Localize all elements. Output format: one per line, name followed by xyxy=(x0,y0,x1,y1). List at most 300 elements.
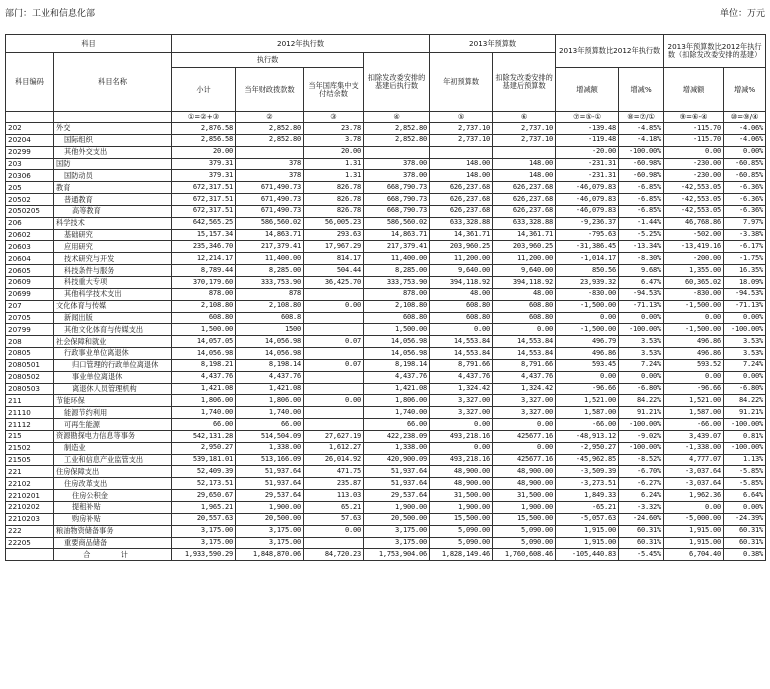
row-name: 其他科学技术支出 xyxy=(54,288,172,300)
row-value: 2,876.58 xyxy=(172,123,236,135)
row-value: 14,056.98 xyxy=(236,348,304,360)
table-row xyxy=(6,348,766,360)
row-value: -94.53% xyxy=(724,288,766,300)
row-value: 48,900.00 xyxy=(430,466,493,478)
row-value: 9,640.00 xyxy=(430,265,493,277)
row-value: -5.85% xyxy=(724,478,766,490)
row-code: 20602 xyxy=(6,229,54,241)
table-row xyxy=(6,525,766,537)
row-value: 7.24% xyxy=(724,359,766,371)
row-value: 496.86 xyxy=(556,348,619,360)
row-value: -3,509.39 xyxy=(556,466,619,478)
row-value: 1,933,590.29 xyxy=(172,549,236,561)
report-header xyxy=(5,0,765,20)
row-value: -66.00 xyxy=(556,419,619,431)
row-value: 1,760,608.46 xyxy=(493,549,556,561)
index-cell: ④ xyxy=(364,112,430,123)
row-code: 20502 xyxy=(6,194,54,206)
row-code: 20805 xyxy=(6,348,54,360)
row-value: 91.21% xyxy=(724,407,766,419)
row-code: 2080502 xyxy=(6,371,54,383)
row-value: 20,500.00 xyxy=(236,513,304,525)
row-value: -6.17% xyxy=(724,241,766,253)
row-name: 普通教育 xyxy=(54,194,172,206)
row-value: -1,500.00 xyxy=(664,324,724,336)
row-code: 20799 xyxy=(6,324,54,336)
index-cell: ①=②+③ xyxy=(172,112,236,123)
row-value: -6.85% xyxy=(619,194,664,206)
row-value: 3.78 xyxy=(304,134,364,146)
row-value: 539,181.01 xyxy=(172,454,236,466)
row-value xyxy=(304,324,364,336)
row-code: 20204 xyxy=(6,134,54,146)
row-value: 3,327.00 xyxy=(493,395,556,407)
row-value: -60.98% xyxy=(619,170,664,182)
row-value: 608.80 xyxy=(364,312,430,324)
row-value: 51,937.64 xyxy=(364,466,430,478)
row-value: 8,791.66 xyxy=(430,359,493,371)
row-value: -6.85% xyxy=(619,205,664,217)
row-value: 235.87 xyxy=(304,478,364,490)
row-value: 6.24% xyxy=(619,490,664,502)
row-value: 394,118.92 xyxy=(493,276,556,288)
row-value: 378.00 xyxy=(364,158,430,170)
header-budget: 年初预算数 xyxy=(430,53,493,112)
row-value: 3.53% xyxy=(619,348,664,360)
row-value: 1,521.00 xyxy=(556,395,619,407)
table-row xyxy=(6,407,766,419)
row-value: 60.31% xyxy=(724,537,766,549)
row-value: 8,789.44 xyxy=(172,265,236,277)
row-name: 制造业 xyxy=(54,442,172,454)
row-value: 668,790.73 xyxy=(364,182,430,194)
table-row xyxy=(6,205,766,217)
row-value: 113.03 xyxy=(304,490,364,502)
table-row xyxy=(6,454,766,466)
row-code: 20605 xyxy=(6,265,54,277)
row-value: 1,900.00 xyxy=(430,502,493,514)
header-pct-2: 增减% xyxy=(724,68,766,112)
row-name: 科技重大专项 xyxy=(54,276,172,288)
row-value xyxy=(236,146,304,158)
row-value: 2,852.80 xyxy=(364,123,430,135)
row-value: 1,338.00 xyxy=(236,442,304,454)
row-value: -96.66 xyxy=(664,383,724,395)
row-value: 1,324.42 xyxy=(493,383,556,395)
row-value: 379.31 xyxy=(172,158,236,170)
row-value: 826.78 xyxy=(304,194,364,206)
index-cell: ⑥ xyxy=(493,112,556,123)
row-code: 208 xyxy=(6,336,54,348)
row-value: 3,327.00 xyxy=(430,407,493,419)
row-value: 6.64% xyxy=(724,490,766,502)
row-code: 202 xyxy=(6,123,54,135)
row-value: -9.02% xyxy=(619,430,664,442)
row-value: 496.86 xyxy=(664,348,724,360)
row-name: 国防动员 xyxy=(54,170,172,182)
row-value: 8,198.14 xyxy=(236,359,304,371)
row-value xyxy=(430,146,493,158)
row-value: 3,175.00 xyxy=(236,537,304,549)
row-value: 626,237.68 xyxy=(493,205,556,217)
row-value: 0.00 xyxy=(304,525,364,537)
row-value: 394,118.92 xyxy=(430,276,493,288)
row-value: 14,863.71 xyxy=(236,229,304,241)
table-row xyxy=(6,158,766,170)
row-value: -4.85% xyxy=(619,123,664,135)
row-value: -46,079.83 xyxy=(556,205,619,217)
row-name: 社会保障和就业 xyxy=(54,336,172,348)
row-code: 2080501 xyxy=(6,359,54,371)
row-value xyxy=(304,407,364,419)
row-value: 66.00 xyxy=(364,419,430,431)
row-value: -42,553.05 xyxy=(664,194,724,206)
row-value: 20.00 xyxy=(172,146,236,158)
row-value: 378 xyxy=(236,158,304,170)
row-value: 29,537.64 xyxy=(364,490,430,502)
row-value: 626,237.68 xyxy=(493,182,556,194)
row-value: -1,500.00 xyxy=(664,300,724,312)
row-value: 3,175.00 xyxy=(236,525,304,537)
row-value: -1,500.00 xyxy=(556,300,619,312)
row-value: 378.00 xyxy=(364,170,430,182)
row-value: 2,852.80 xyxy=(364,134,430,146)
row-value: 48.00 xyxy=(493,288,556,300)
row-value: 608.80 xyxy=(430,312,493,324)
row-value: 0.81% xyxy=(724,430,766,442)
row-value: 514,504.09 xyxy=(236,430,304,442)
row-value: 14,056.98 xyxy=(364,348,430,360)
row-value: 1,849.33 xyxy=(556,490,619,502)
row-value: 1,740.00 xyxy=(172,407,236,419)
row-value: 1,848,870.06 xyxy=(236,549,304,561)
row-value: 1,962.36 xyxy=(664,490,724,502)
row-value: 7.97% xyxy=(724,217,766,229)
row-value: 1,900.00 xyxy=(236,502,304,514)
row-value: 18.09% xyxy=(724,276,766,288)
row-value: 14,056.98 xyxy=(236,336,304,348)
row-value: 48,900.00 xyxy=(493,466,556,478)
row-value: 4,437.76 xyxy=(172,371,236,383)
row-value: 48,900.00 xyxy=(430,478,493,490)
table-body xyxy=(6,123,766,561)
row-value: 642,565.25 xyxy=(172,217,236,229)
row-code: 20609 xyxy=(6,276,54,288)
row-value: 3,175.00 xyxy=(364,525,430,537)
row-value: 3.53% xyxy=(724,348,766,360)
row-name: 节能环保 xyxy=(54,395,172,407)
row-value: 2,856.58 xyxy=(172,134,236,146)
row-value: 504.44 xyxy=(304,265,364,277)
row-name: 科技条件与服务 xyxy=(54,265,172,277)
row-value: 471.75 xyxy=(304,466,364,478)
row-value: 57.63 xyxy=(304,513,364,525)
row-code: 22205 xyxy=(6,537,54,549)
table-row xyxy=(6,194,766,206)
row-value: -100.00% xyxy=(619,324,664,336)
row-value: 0.00% xyxy=(619,371,664,383)
row-value: 608.8 xyxy=(236,312,304,324)
table-row xyxy=(6,182,766,194)
row-code: 207 xyxy=(6,300,54,312)
row-value: 586,560.02 xyxy=(364,217,430,229)
table-row xyxy=(6,419,766,431)
table-row xyxy=(6,265,766,277)
row-value: -94.53% xyxy=(619,288,664,300)
row-value: 608.80 xyxy=(430,300,493,312)
row-code: 211 xyxy=(6,395,54,407)
header-fiscal: 当年财政拨款数 xyxy=(236,68,304,112)
row-value: 11,400.00 xyxy=(236,253,304,265)
row-value xyxy=(493,146,556,158)
row-value: 9,640.00 xyxy=(493,265,556,277)
header-2012-exec: 2012年执行数 xyxy=(172,35,430,53)
row-value xyxy=(364,146,430,158)
row-name: 高等教育 xyxy=(54,205,172,217)
row-value: -100.00% xyxy=(724,442,766,454)
row-value: -502.00 xyxy=(664,229,724,241)
row-value: -4.06% xyxy=(724,123,766,135)
row-value: 586,560.02 xyxy=(236,217,304,229)
row-value: -1.44% xyxy=(619,217,664,229)
row-value: 626,237.68 xyxy=(430,205,493,217)
row-value: 542,131.28 xyxy=(172,430,236,442)
row-value: -6.36% xyxy=(724,182,766,194)
row-value: -1.75% xyxy=(724,253,766,265)
row-name: 工业和信息产业监管支出 xyxy=(54,454,172,466)
row-code: 222 xyxy=(6,525,54,537)
row-value: 11,400.00 xyxy=(364,253,430,265)
row-code: 2210203 xyxy=(6,513,54,525)
row-name: 应用研究 xyxy=(54,241,172,253)
row-value: 3.53% xyxy=(724,336,766,348)
row-value: 420,900.09 xyxy=(364,454,430,466)
table-row xyxy=(6,288,766,300)
row-value: 0.00 xyxy=(430,419,493,431)
row-value: -8.30% xyxy=(619,253,664,265)
row-value: 14,553.84 xyxy=(493,336,556,348)
header-name: 科目名称 xyxy=(54,53,172,112)
row-value: 60.31% xyxy=(619,525,664,537)
row-value: 496.79 xyxy=(556,336,619,348)
row-value xyxy=(304,288,364,300)
row-value: 46,768.86 xyxy=(664,217,724,229)
row-value: -115.70 xyxy=(664,123,724,135)
index-cell: ⑤ xyxy=(430,112,493,123)
row-value: 2,108.80 xyxy=(172,300,236,312)
index-empty-name xyxy=(54,112,172,123)
header-exec: 执行数 xyxy=(172,53,364,68)
row-value: 608.80 xyxy=(493,312,556,324)
row-value: 31,500.00 xyxy=(430,490,493,502)
row-value: 1,900.00 xyxy=(493,502,556,514)
table-row xyxy=(6,502,766,514)
row-value: -13,419.16 xyxy=(664,241,724,253)
row-value: -230.00 xyxy=(664,170,724,182)
row-value: 1500 xyxy=(236,324,304,336)
row-value: 0.00 xyxy=(664,371,724,383)
table-row xyxy=(6,217,766,229)
row-value: -4.06% xyxy=(724,134,766,146)
row-value: 8,791.66 xyxy=(493,359,556,371)
row-value: 148.00 xyxy=(430,170,493,182)
row-value: -4.18% xyxy=(619,134,664,146)
row-value: 0.00 xyxy=(304,395,364,407)
row-value: 0.00 xyxy=(304,300,364,312)
row-value: -46,079.83 xyxy=(556,194,619,206)
row-value: -6.36% xyxy=(724,194,766,206)
row-name: 外交 xyxy=(54,123,172,135)
row-value: 370,179.60 xyxy=(172,276,236,288)
row-value: -5,057.63 xyxy=(556,513,619,525)
row-code: 20299 xyxy=(6,146,54,158)
row-value: -1,338.00 xyxy=(664,442,724,454)
row-value: 3.53% xyxy=(619,336,664,348)
table-row xyxy=(6,170,766,182)
table-row xyxy=(6,229,766,241)
table-row xyxy=(6,371,766,383)
header-subject: 科目 xyxy=(6,35,172,53)
table-row xyxy=(6,300,766,312)
row-value: -20.00 xyxy=(556,146,619,158)
row-code: 20699 xyxy=(6,288,54,300)
row-value: 1,806.00 xyxy=(364,395,430,407)
row-name: 其他外交支出 xyxy=(54,146,172,158)
row-value: -2,950.27 xyxy=(556,442,619,454)
row-value: -71.13% xyxy=(619,300,664,312)
row-code: 2050205 xyxy=(6,205,54,217)
row-value: 2,950.27 xyxy=(172,442,236,454)
row-value: 0.00 xyxy=(556,312,619,324)
row-value: 2,108.80 xyxy=(364,300,430,312)
row-value: 8,285.00 xyxy=(364,265,430,277)
row-value: -6.80% xyxy=(724,383,766,395)
row-value: 379.31 xyxy=(172,170,236,182)
row-code: 22102 xyxy=(6,478,54,490)
row-value: 52,173.51 xyxy=(172,478,236,490)
row-name: 粮油物资储备事务 xyxy=(54,525,172,537)
row-value: -65.21 xyxy=(556,502,619,514)
department-label: 部门：工业和信息化部 xyxy=(5,9,96,19)
row-value: 671,490.73 xyxy=(236,205,304,217)
row-value: 2,737.10 xyxy=(430,123,493,135)
row-value: -795.63 xyxy=(556,229,619,241)
row-value: 4,437.76 xyxy=(430,371,493,383)
row-value: 11,200.00 xyxy=(493,253,556,265)
row-value: 17,967.29 xyxy=(304,241,364,253)
row-value: 3,327.00 xyxy=(493,407,556,419)
row-value: 56,005.23 xyxy=(304,217,364,229)
row-name: 住房改革支出 xyxy=(54,478,172,490)
row-name: 能源节约利用 xyxy=(54,407,172,419)
row-value: 1,500.00 xyxy=(172,324,236,336)
header-compare-2: 2013年预算数比2012年执行数（扣除发改委安排的基建） xyxy=(664,35,766,68)
row-value: 672,317.51 xyxy=(172,194,236,206)
row-value: 8,198.14 xyxy=(364,359,430,371)
row-value: 60,365.02 xyxy=(664,276,724,288)
row-value: 65.21 xyxy=(304,502,364,514)
row-value: 422,238.09 xyxy=(364,430,430,442)
row-value: 27,627.19 xyxy=(304,430,364,442)
row-value: 826.78 xyxy=(304,205,364,217)
row-value: -119.48 xyxy=(556,134,619,146)
row-value: 425677.16 xyxy=(493,430,556,442)
row-value: 51,937.64 xyxy=(364,478,430,490)
header-inc-2: 增减额 xyxy=(664,68,724,112)
row-value: 60.31% xyxy=(724,525,766,537)
header-treasury: 当年国库集中支付结余数 xyxy=(304,68,364,112)
row-value: -42,553.05 xyxy=(664,182,724,194)
row-value: 0.00% xyxy=(724,146,766,158)
row-value: 0.00 xyxy=(556,371,619,383)
row-name: 提租补贴 xyxy=(54,502,172,514)
row-value: -60.85% xyxy=(724,170,766,182)
header-subtotal: 小计 xyxy=(172,68,236,112)
row-value: 14,553.84 xyxy=(430,336,493,348)
row-value: 14,057.05 xyxy=(172,336,236,348)
header-pct-1: 增减% xyxy=(619,68,664,112)
row-value: 293.63 xyxy=(304,229,364,241)
table-row xyxy=(6,123,766,135)
row-value: -3.32% xyxy=(619,502,664,514)
row-value: 60.31% xyxy=(619,537,664,549)
row-value: -1,014.17 xyxy=(556,253,619,265)
table-row xyxy=(6,359,766,371)
index-cell: ⑨=⑥-④ xyxy=(664,112,724,123)
header-compare-1: 2013年预算数比2012年执行数 xyxy=(556,35,664,68)
row-value: 878.00 xyxy=(172,288,236,300)
row-value: 5,090.00 xyxy=(493,537,556,549)
row-value: -3,273.51 xyxy=(556,478,619,490)
row-value: 0.07 xyxy=(304,359,364,371)
row-value: 878.00 xyxy=(364,288,430,300)
row-value: 633,328.88 xyxy=(493,217,556,229)
row-value: -100.00% xyxy=(619,419,664,431)
row-value: 1,753,904.06 xyxy=(364,549,430,561)
row-value: 9.68% xyxy=(619,265,664,277)
row-value: 0.00 xyxy=(430,442,493,454)
row-value: 3,175.00 xyxy=(364,537,430,549)
row-value: 15,157.34 xyxy=(172,229,236,241)
row-value: 513,166.09 xyxy=(236,454,304,466)
row-value: 23.78 xyxy=(304,123,364,135)
row-value: -31,386.45 xyxy=(556,241,619,253)
row-value: -46,079.83 xyxy=(556,182,619,194)
row-value: 0.00 xyxy=(664,502,724,514)
row-code: 21112 xyxy=(6,419,54,431)
row-value: 0.38% xyxy=(724,549,766,561)
row-value: 148.00 xyxy=(493,170,556,182)
table-row xyxy=(6,395,766,407)
row-value: 148.00 xyxy=(430,158,493,170)
row-name: 购房补贴 xyxy=(54,513,172,525)
row-value: 29,650.67 xyxy=(172,490,236,502)
row-value: 14,056.98 xyxy=(172,348,236,360)
row-value: 26,014.92 xyxy=(304,454,364,466)
row-value: -100.00% xyxy=(619,146,664,158)
row-name: 科学技术 xyxy=(54,217,172,229)
row-value: 1,806.00 xyxy=(236,395,304,407)
row-value: -105,440.83 xyxy=(556,549,619,561)
row-code: 2210202 xyxy=(6,502,54,514)
row-value: 1,965.21 xyxy=(172,502,236,514)
row-value: -231.31 xyxy=(556,158,619,170)
row-name: 合 计 xyxy=(54,549,172,561)
row-value: 1,587.00 xyxy=(664,407,724,419)
row-value: -5.25% xyxy=(619,229,664,241)
row-value: 626,237.68 xyxy=(493,194,556,206)
header-inc-1: 增减额 xyxy=(556,68,619,112)
